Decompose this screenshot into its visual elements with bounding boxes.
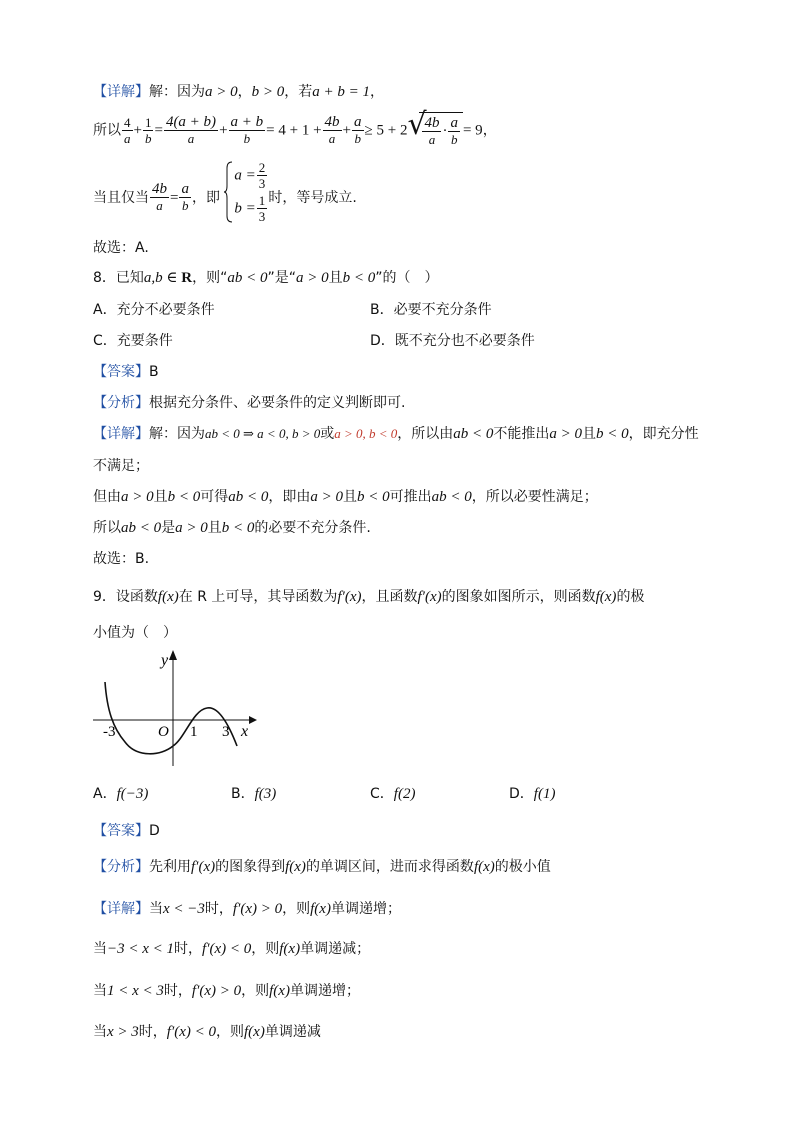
- p9-question-line1: 9．设函数f(x)在 R 上可导，其导函数为f′(x)，且函数f′(x)的图象如图所示，则函数f(x)的极: [93, 589, 645, 605]
- fraction: $\frac{4b}{a}$: [152, 181, 167, 213]
- p9-option-b[interactable]: B．f(3): [231, 786, 277, 802]
- p9-detail-line3: 当1 < x < 3时，f′(x) > 0，则f(x)单调递增；: [93, 983, 360, 999]
- p8-detail-line1: 【详解】解：因为ab < 0 ⇒ a < 0, b > 0或a > 0, b < 0，所以由ab < 0不能推出a > 0且b < 0，即充分性: [93, 426, 699, 442]
- tick-label-3: 3: [222, 724, 230, 740]
- detail-tag: 【详解】: [93, 84, 149, 100]
- p7-detail-line3: 当且仅当 $\frac{4b}{a}$ = $\frac{a}{b}$ ，即 a = $\frac{2}{3}$ b = $\frac{1}{3}$ 时，等号成立.: [93, 160, 357, 224]
- p9-detail-line1: 【详解】当x < −3时，f′(x) > 0，则f(x)单调递增；: [93, 901, 401, 917]
- p7-detail-line2: 所以 $\frac{4}{a}$ + $\frac{1}{b}$ = $\frac{4(a + b)}{a}$ + $\frac{a + b}{b}$ = 4 + 1 + $\frac{4b}{a}$ + $\frac{a}{b}$ ≥ 5 + 2 √ $\frac{4b}{a}$ · $\frac{a}{b}$ = 9，: [93, 112, 497, 149]
- origin-label: O: [158, 724, 169, 740]
- p8-detail-line4: 所以ab < 0是a > 0且b < 0的必要不充分条件.: [93, 520, 371, 536]
- p8-option-b[interactable]: B．必要不充分条件: [370, 302, 492, 318]
- p9-option-c[interactable]: C．f(2): [370, 786, 416, 802]
- p8-analysis: 【分析】根据充分条件、必要条件的定义判断即可.: [93, 395, 406, 411]
- fraction: $\frac{a}{b}$: [181, 181, 189, 213]
- y-axis-label: y: [161, 652, 169, 669]
- p8-answer: 【答案】B: [93, 364, 159, 380]
- fraction: $\frac{a}{b}$: [354, 114, 362, 146]
- p8-choose: 故选：B.: [93, 551, 150, 567]
- brace-icon: [224, 160, 234, 224]
- y-axis-arrow-icon: [169, 650, 177, 660]
- p9-answer: 【答案】D: [93, 823, 160, 839]
- p8-detail-line3: 但由a > 0且b < 0可得ab < 0，即由a > 0且b < 0可推出ab < 0，所以必要性满足；: [93, 489, 598, 505]
- derivative-curve: [105, 682, 237, 754]
- square-root: √ $\frac{4b}{a}$ · $\frac{a}{b}$: [407, 112, 463, 149]
- p9-option-d[interactable]: D．f(1): [509, 786, 556, 802]
- fraction: $\frac{1}{b}$: [144, 115, 152, 146]
- p9-question-line2: 小值为（ ）: [93, 625, 177, 641]
- p9-detail-line2: 当−3 < x < 1时，f′(x) < 0，则f(x)单调递减；: [93, 941, 371, 957]
- x-axis-label: x: [241, 723, 249, 740]
- p8-option-a[interactable]: A．充分不必要条件: [93, 302, 215, 318]
- tick-label-1: 1: [190, 724, 198, 740]
- p7-choose: 故选：A.: [93, 240, 149, 256]
- p8-question: 8．已知a,b ∈ R，则“ab < 0”是“a > 0且b < 0”的（ ）: [93, 270, 439, 286]
- fraction: $\frac{a + b}{b}$: [230, 114, 264, 146]
- equation-system: a = $\frac{2}{3}$ b = $\frac{1}{3}$: [224, 160, 268, 224]
- fraction: $\frac{4(a + b)}{a}$: [165, 114, 217, 146]
- fraction: $\frac{4}{a}$: [124, 115, 131, 146]
- p8-option-c[interactable]: C．充要条件: [93, 333, 173, 349]
- tick-label-neg3: -3: [103, 724, 116, 740]
- x-axis-arrow-icon: [249, 716, 257, 724]
- p8-detail-line2: 不满足；: [93, 458, 149, 474]
- p8-option-d[interactable]: D．既不充分也不必要条件: [370, 333, 535, 349]
- p9-detail-line4: 当x > 3时，f′(x) < 0，则f(x)单调递减: [93, 1024, 321, 1040]
- p9-analysis: 【分析】先利用f′(x)的图象得到f(x)的单调区间，进而求得函数f(x)的极小值: [93, 859, 551, 875]
- p9-option-a[interactable]: A．f(−3): [93, 786, 149, 802]
- p7-detail-line1: 【详解】解：因为a > 0，b > 0，若a + b = 1，: [93, 84, 384, 100]
- derivative-graph: [93, 648, 263, 770]
- fraction: $\frac{4b}{a}$: [324, 114, 340, 146]
